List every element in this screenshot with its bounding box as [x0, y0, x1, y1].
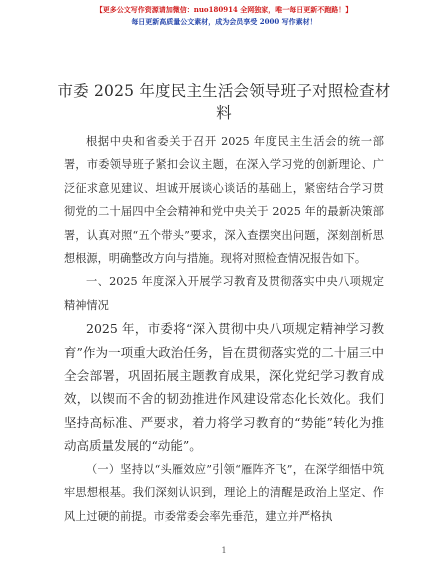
promo-banner	[0, 4, 448, 28]
body-paragraph: 2025 年，市委将“深入贯彻中央八项规定精神学习教育”作为一项重大政治任务，旨在贯彻落实党的二十届三中全会部署，巩固拓展主题教育成果，深化党纪学习教育成效，以锲而不舍的韧劲推进作风建设常态化长效化。我们坚持高标准、严要求，着力将学习教育的“势能”转化为推动高质量发展的“动能”。	[64, 321, 384, 454]
promo-line-2: 每日更新高质量公文素材，成为会员享受 2000 写作素材！	[131, 17, 317, 26]
intro-paragraph: 根据中央和省委关于召开 2025 年度民主生活会的统一部署，市委领导班子紧扣会议主题，在深入学习党的创新理论、广泛征求意见建议、坦诚开展谈心谈话的基础上，紧密结合学习贯彻党的二十届四中全会精神和党中央关于 2025 年的最新决策部署，认真对照“五个带头”要求，深入查摆突出问题，深刻剖析思想根源，明确整改方向与措施。现将对照检查情况报告如下。	[64, 135, 384, 266]
document-title: 市委 2025 年度民主生活会领导班子对照检查材料	[57, 82, 391, 122]
promo-line-1: 【更多公文写作资源请加微信：nuo180914 全网独家，唯一每日更新不跑路！】	[95, 5, 353, 14]
page-number: 1	[221, 546, 227, 555]
subsection-paragraph: （一）坚持以“头雁效应”引领“雁阵齐飞”，在深学细悟中筑牢思想根基。我们深刻认识到，理论上的清醒是政治上坚定、作风上过硬的前提。市委常委会率先垂范，建立并严格执	[64, 462, 384, 523]
section-heading: 一、2025 年度深入开展学习教育及贯彻落实中央八项规定精神情况	[64, 275, 384, 312]
document-body	[64, 130, 384, 528]
